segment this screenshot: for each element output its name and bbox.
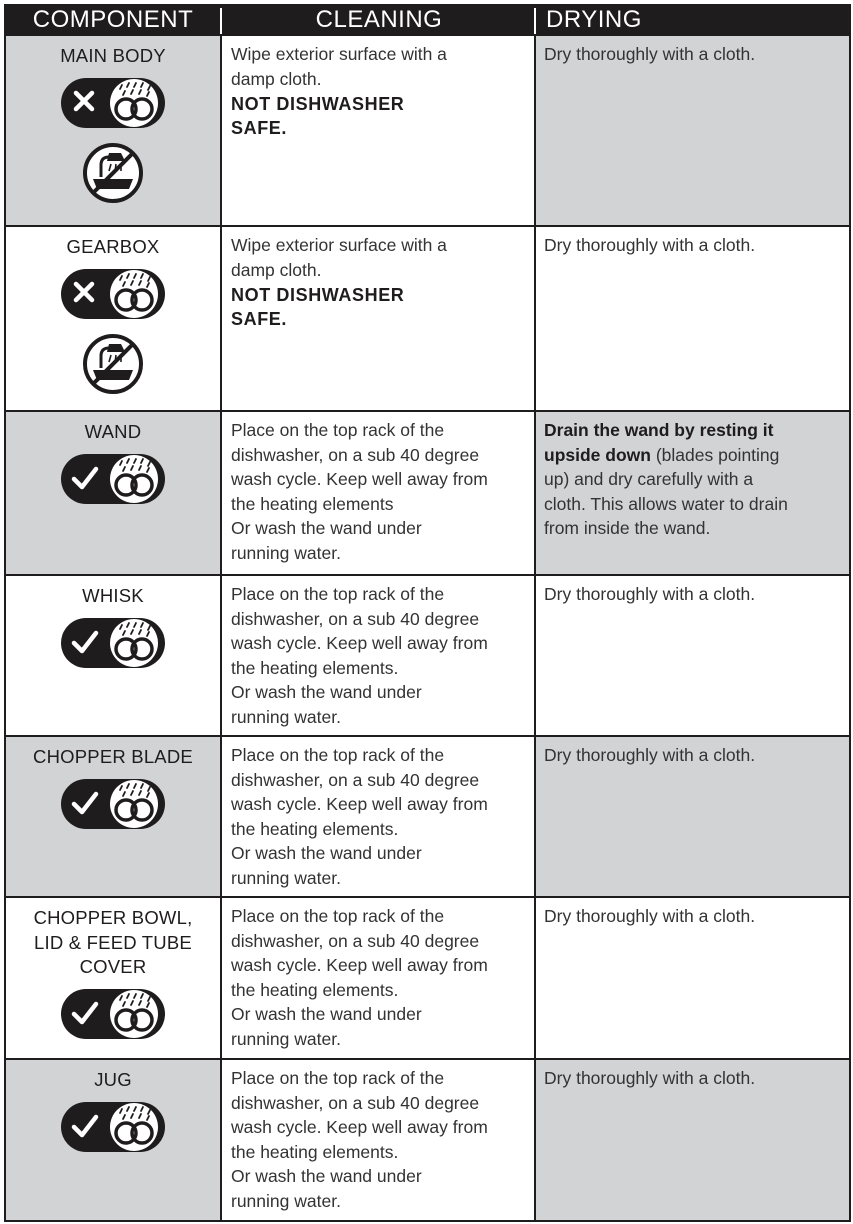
drying-cell xyxy=(536,737,851,896)
component-cell xyxy=(4,227,222,410)
not-dishwasher-safe-icon xyxy=(60,77,166,129)
cleaning-text: Place on the top rack of the xyxy=(231,1068,445,1088)
drying-text: Dry thoroughly with a cloth. xyxy=(544,44,756,64)
cleaning-text: dishwasher, on a sub 40 degree xyxy=(231,444,480,465)
cleaning-text: the heating elements. xyxy=(231,657,399,678)
drying-bold-text: Drain the wand by resting it xyxy=(544,420,774,440)
cleaning-text: the heating elements. xyxy=(231,818,399,839)
cleaning-text: Wipe exterior surface with a xyxy=(231,235,447,255)
cleaning-cell xyxy=(222,1060,536,1220)
drying-cell xyxy=(536,36,851,225)
cleaning-cell xyxy=(222,576,536,735)
drying-text: cloth. This allows water to drain xyxy=(544,493,788,514)
component-cell xyxy=(4,36,222,225)
component-cell xyxy=(4,576,222,735)
component-name: GEARBOX xyxy=(66,236,160,257)
cleaning-text: Place on the top rack of the xyxy=(231,420,445,440)
cleaning-text: wash cycle. Keep well away from xyxy=(231,1117,488,1137)
cleaning-text: running water. xyxy=(231,706,341,727)
header-cleaning xyxy=(222,4,536,36)
cleaning-text: Or wash the wand under xyxy=(231,682,422,702)
cleaning-text: Place on the top rack of the xyxy=(231,584,445,604)
cleaning-text: Or wash the wand under xyxy=(231,843,422,863)
drying-cell xyxy=(536,576,851,735)
component-name: CHOPPER BLADE xyxy=(33,746,193,767)
table-row xyxy=(4,412,851,576)
cleaning-text: Or wash the wand under xyxy=(231,1004,422,1024)
cleaning-text: dishwasher, on a sub 40 degree xyxy=(231,608,480,629)
drying-text: Dry thoroughly with a cloth. xyxy=(544,745,756,765)
warning-text: SAFE. xyxy=(231,118,288,138)
drying-text: Dry thoroughly with a cloth. xyxy=(544,584,756,604)
table-row xyxy=(4,227,851,412)
cleaning-text: running water. xyxy=(231,542,341,563)
cleaning-text: the heating elements. xyxy=(231,1141,399,1162)
cleaning-cell xyxy=(222,36,536,225)
drying-text: Dry thoroughly with a cloth. xyxy=(544,235,756,255)
component-cell xyxy=(4,737,222,896)
table-row xyxy=(4,576,851,737)
component-name: LID & FEED TUBE xyxy=(34,931,192,953)
cleaning-text: dishwasher, on a sub 40 degree xyxy=(231,769,480,790)
drying-text: from inside the wand. xyxy=(544,518,711,538)
component-name: JUG xyxy=(94,1069,132,1090)
header-component xyxy=(4,4,222,36)
drying-text: (blades pointing xyxy=(655,444,780,465)
header-drying-label: DRYING xyxy=(546,6,642,33)
cleaning-text: Or wash the wand under xyxy=(231,1166,422,1186)
cleaning-text: damp cloth. xyxy=(231,68,322,89)
cleaning-text: Place on the top rack of the xyxy=(231,906,445,926)
component-name: CHOPPER BOWL, xyxy=(33,907,193,928)
dishwasher-safe-icon xyxy=(60,988,166,1040)
header-drying xyxy=(536,4,851,36)
component-name: WAND xyxy=(84,421,142,442)
dishwasher-safe-icon xyxy=(60,453,166,505)
cleaning-text: running water. xyxy=(231,867,341,888)
drying-text: Dry thoroughly with a cloth. xyxy=(544,906,756,926)
table-header xyxy=(4,4,851,36)
drying-cell xyxy=(536,898,851,1058)
warning-text: NOT DISHWASHER xyxy=(231,94,405,114)
cleaning-text: Place on the top rack of the xyxy=(231,745,445,765)
warning-text: NOT DISHWASHER xyxy=(231,285,405,305)
cleaning-text: the heating elements. xyxy=(231,979,399,1000)
drying-text: up) and dry carefully with a xyxy=(544,469,754,489)
cleaning-text: wash cycle. Keep well away from xyxy=(231,794,488,814)
drying-text: Dry thoroughly with a cloth. xyxy=(544,1068,756,1088)
header-component-label: COMPONENT xyxy=(32,6,194,33)
cleaning-text: damp cloth. xyxy=(231,259,322,280)
cleaning-text: running water. xyxy=(231,1190,341,1211)
cleaning-text: dishwasher, on a sub 40 degree xyxy=(231,1092,480,1113)
cleaning-text: wash cycle. Keep well away from xyxy=(231,633,488,653)
cleaning-cell xyxy=(222,412,536,574)
dishwasher-safe-icon xyxy=(60,1101,166,1153)
component-name: WHISK xyxy=(82,585,144,606)
cleaning-text: wash cycle. Keep well away from xyxy=(231,469,488,489)
not-dishwasher-safe-icon xyxy=(60,268,166,320)
no-immersion-icon xyxy=(81,141,145,205)
component-name: COVER xyxy=(79,956,147,977)
table-row xyxy=(4,898,851,1060)
cleaning-text: the heating elements xyxy=(231,493,394,514)
cleaning-cell xyxy=(222,898,536,1058)
table-row xyxy=(4,737,851,898)
component-cell xyxy=(4,412,222,574)
dishwasher-safe-icon xyxy=(60,778,166,830)
cleaning-text: running water. xyxy=(231,1028,341,1049)
header-cleaning-label: CLEANING xyxy=(315,6,443,33)
component-name: MAIN BODY xyxy=(60,45,166,66)
drying-cell xyxy=(536,1060,851,1220)
warning-text: SAFE. xyxy=(231,309,288,329)
cleaning-text: Wipe exterior surface with a xyxy=(231,44,447,64)
drying-bold-text: upside down xyxy=(544,444,651,465)
cleaning-cell xyxy=(222,227,536,410)
table-row xyxy=(4,36,851,227)
dishwasher-safe-icon xyxy=(60,617,166,669)
table-row xyxy=(4,1060,851,1222)
component-cell xyxy=(4,1060,222,1220)
cleaning-text: dishwasher, on a sub 40 degree xyxy=(231,930,480,951)
component-cell xyxy=(4,898,222,1058)
cleaning-cell xyxy=(222,737,536,896)
cleaning-text: wash cycle. Keep well away from xyxy=(231,955,488,975)
cleaning-text: Or wash the wand under xyxy=(231,518,422,538)
drying-cell xyxy=(536,412,851,574)
no-immersion-icon xyxy=(81,332,145,396)
drying-cell xyxy=(536,227,851,410)
